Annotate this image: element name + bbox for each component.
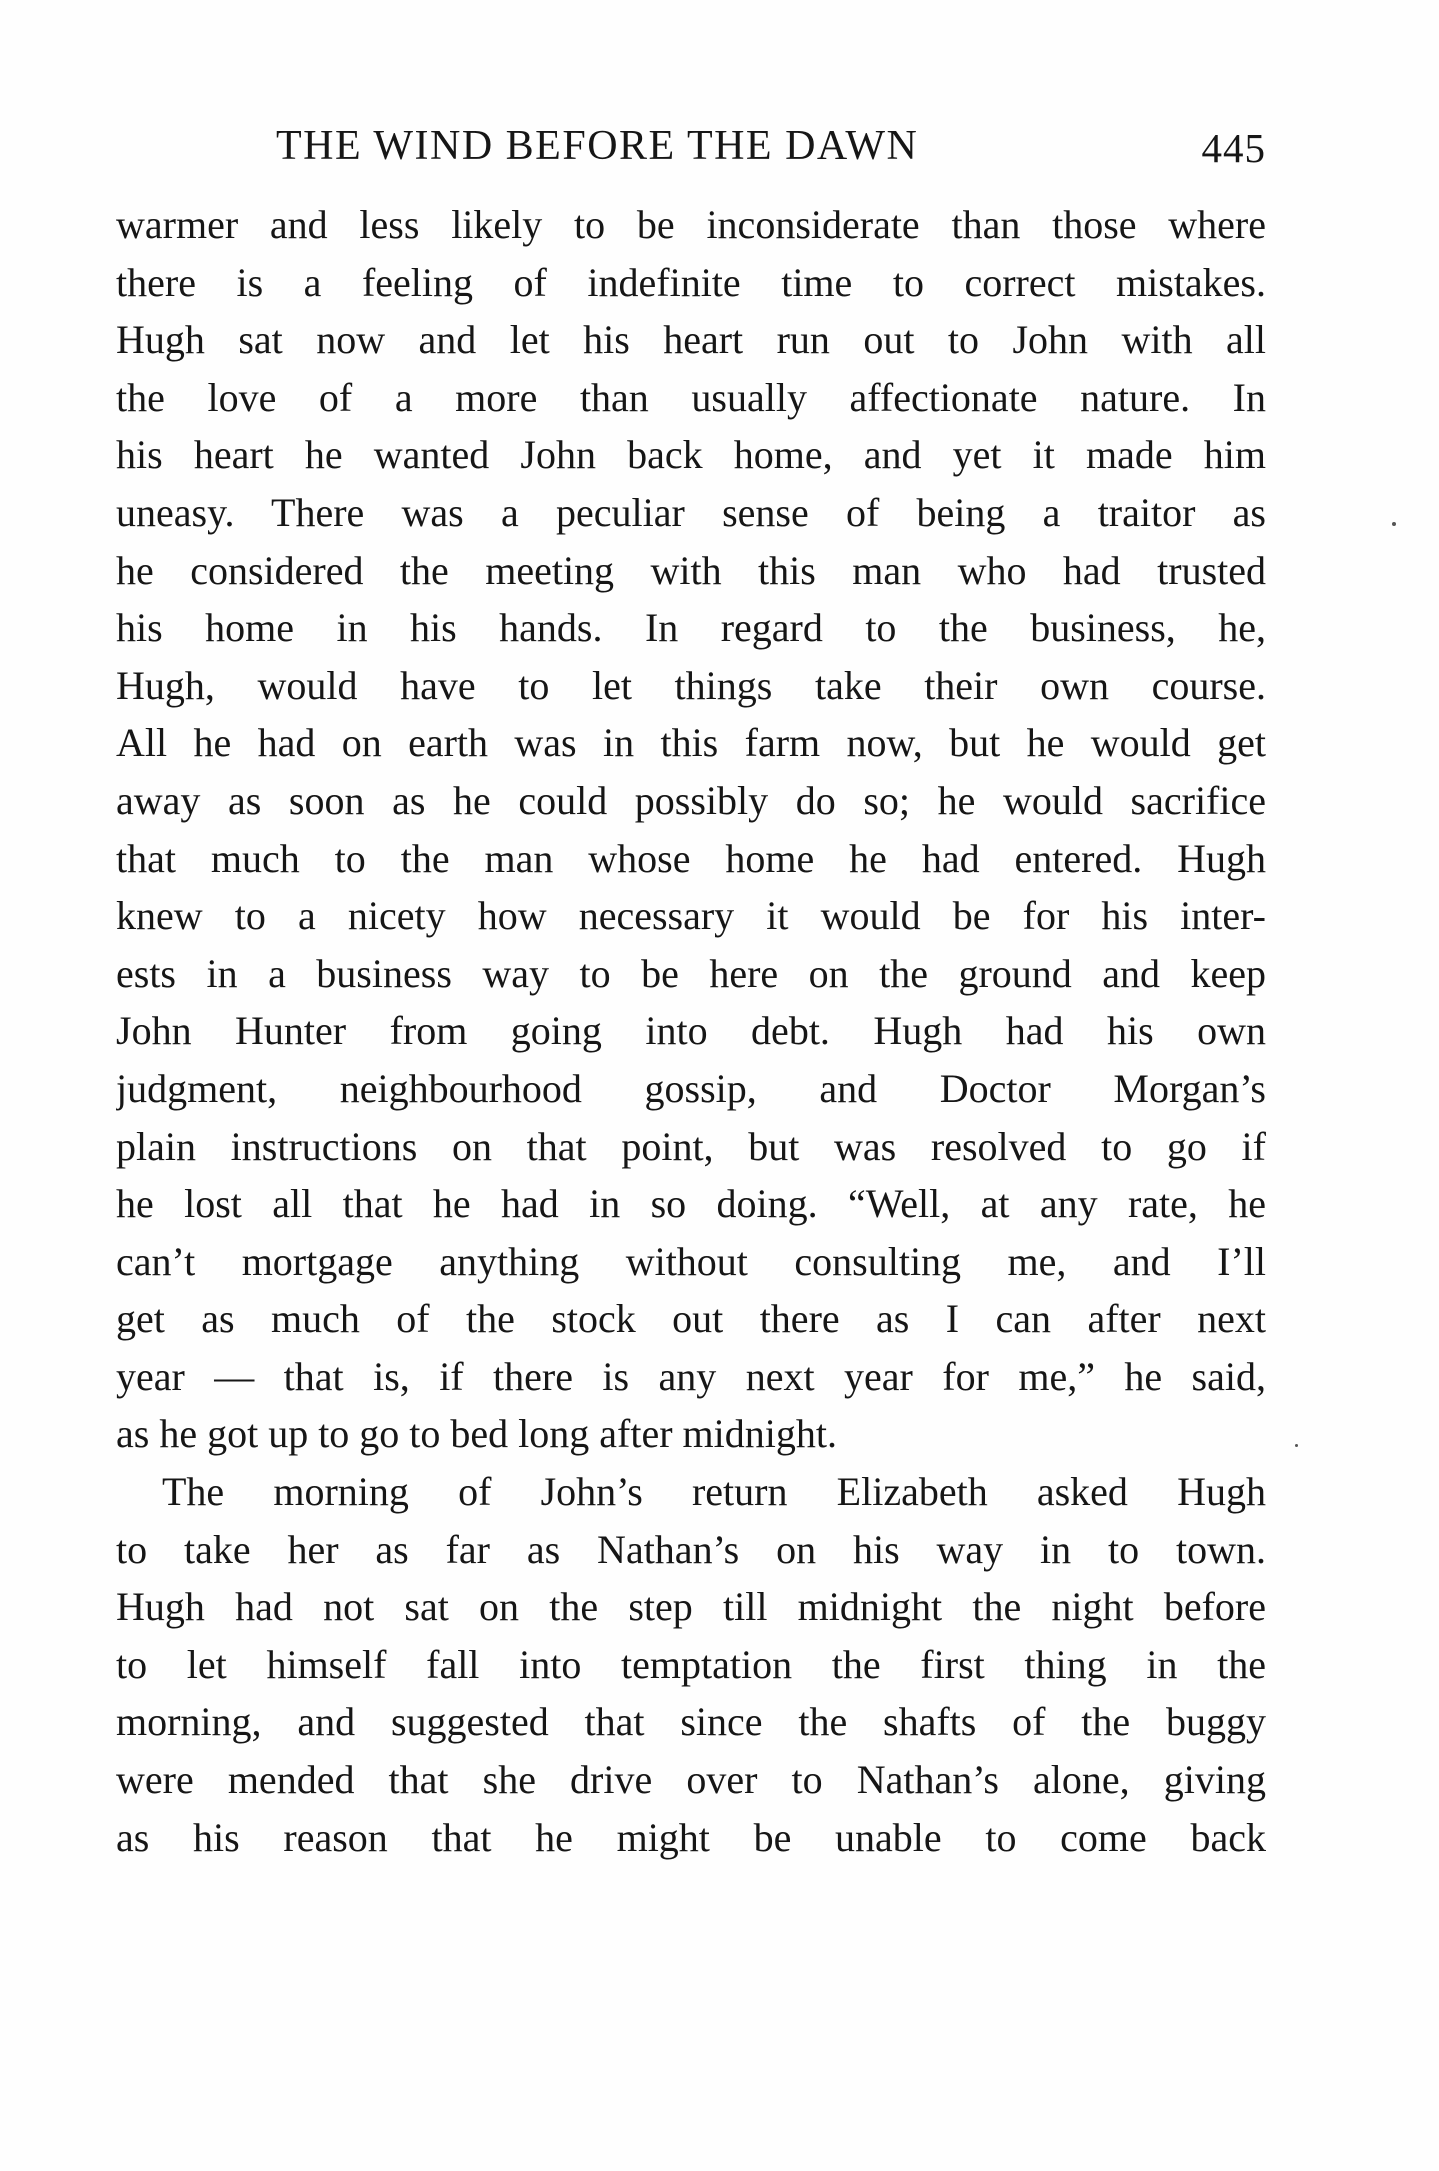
text-line: as he got up to go to bed long after midnight.: [116, 1411, 837, 1457]
text-line: he lost all that he had in so doing. “Well, at any rate, he: [116, 1181, 1266, 1227]
text-line: uneasy. There was a peculiar sense of being a traitor as: [116, 489, 1266, 535]
text-line: knew to a nicety how necessary it would be for his inter-: [116, 893, 1266, 939]
running-title: THE WIND BEFORE THE DAWN: [276, 123, 919, 169]
text-line: judgment, neighbourhood gossip, and Doctor Morgan’s: [116, 1065, 1266, 1111]
text-line: Hugh sat now and let his heart run out to John with all: [116, 317, 1266, 363]
text-line: there is a feeling of indefinite time to correct mistakes.: [116, 259, 1266, 305]
text-line: to take her as far as Nathan’s on his way in to town.: [116, 1526, 1266, 1572]
text-line: as his reason that he might be unable to come back: [116, 1814, 1266, 1860]
body-text: [116, 196, 1266, 1866]
text-line: the love of a more than usually affectionate nature. In: [116, 374, 1266, 420]
text-line: he considered the meeting with this man who had trusted: [116, 547, 1266, 593]
ink-speck: [1392, 522, 1396, 526]
text-line: his home in his hands. In regard to the business, he,: [116, 605, 1266, 651]
text-line: The morning of John’s return Elizabeth asked Hugh: [162, 1469, 1266, 1515]
text-line: year — that is, if there is any next year for me,” he said,: [116, 1353, 1266, 1399]
text-line: his heart he wanted John back home, and yet it made him: [116, 432, 1266, 478]
paragraph: [116, 1463, 1266, 1866]
text-line: All he had on earth was in this farm now, but he would get: [116, 720, 1266, 766]
ink-speck: [1295, 1444, 1298, 1447]
text-line: to let himself fall into temptation the first thing in the: [116, 1641, 1266, 1687]
text-line: John Hunter from going into debt. Hugh had his own: [116, 1008, 1266, 1054]
running-head: [116, 118, 1266, 174]
text-line: away as soon as he could possibly do so; he would sacrifice: [116, 777, 1266, 823]
text-line: Hugh had not sat on the step till midnight the night before: [116, 1584, 1266, 1630]
paragraph: [116, 196, 1266, 1463]
text-line: Hugh, would have to let things take their own course.: [116, 662, 1266, 708]
page-number: 445: [1201, 125, 1266, 171]
text-line: that much to the man whose home he had entered. Hugh: [116, 835, 1266, 881]
text-line: get as much of the stock out there as I can after next: [116, 1296, 1266, 1342]
text-line: plain instructions on that point, but was resolved to go if: [116, 1123, 1266, 1169]
text-line: warmer and less likely to be inconsiderate than those where: [116, 202, 1266, 247]
text-line: were mended that she drive over to Nathan’s alone, giving: [116, 1757, 1266, 1803]
text-line: can’t mortgage anything without consulting me, and I’ll: [116, 1238, 1266, 1284]
text-line: ests in a business way to be here on the ground and keep: [116, 950, 1266, 996]
text-line: morning, and suggested that since the shafts of the buggy: [116, 1699, 1266, 1745]
